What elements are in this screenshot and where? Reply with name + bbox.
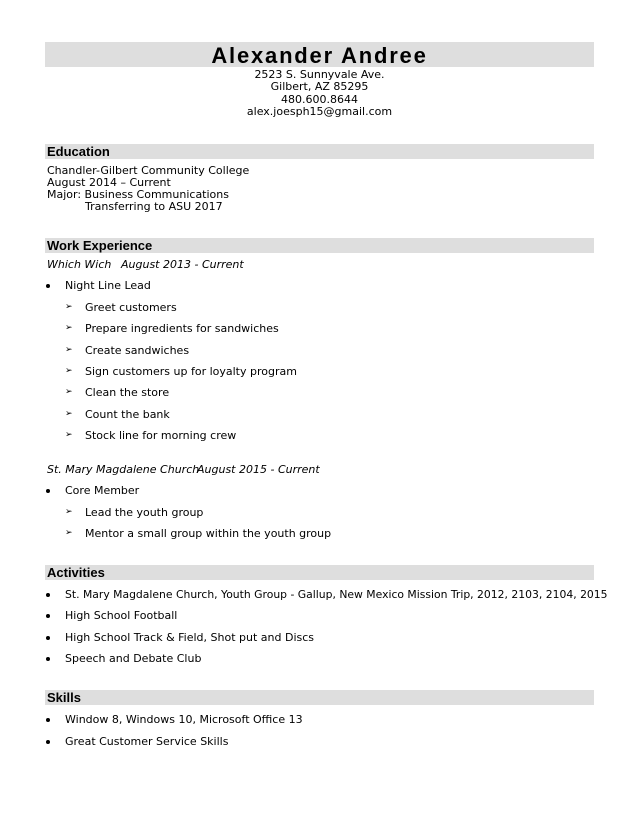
education-line: August 2014 – Current xyxy=(47,176,171,189)
job-duty: Prepare ingredients for sandwiches xyxy=(85,322,279,335)
arrowhead-bullet-icon: ➢ xyxy=(65,409,73,419)
bullet-dot-icon xyxy=(46,718,50,722)
job-dates: August 2015 - Current xyxy=(197,463,320,476)
phone-line: 480.600.8644 xyxy=(281,92,358,106)
job-role: Night Line Lead xyxy=(65,279,151,292)
education-line: Chandler-Gilbert Community College xyxy=(47,164,250,177)
bullet-dot-icon xyxy=(46,614,50,618)
arrowhead-bullet-icon: ➢ xyxy=(65,302,73,312)
section-header-skills: Skills xyxy=(45,690,594,705)
job-duty: Count the bank xyxy=(85,408,170,421)
section-header-work-experience: Work Experience xyxy=(45,238,594,253)
education-line: Major: Business Communications xyxy=(47,188,229,201)
job-duty: Sign customers up for loyalty program xyxy=(85,365,297,378)
bullet-dot-icon xyxy=(46,657,50,661)
arrowhead-bullet-icon: ➢ xyxy=(65,430,73,440)
section-header-activities: Activities xyxy=(45,565,594,580)
address-line: 2523 S. Sunnyvale Ave. xyxy=(254,68,385,81)
activity-item: High School Track & Field, Shot put and Discs xyxy=(65,631,315,644)
activity-item: Speech and Debate Club xyxy=(65,652,202,665)
job-employer: Which Wich xyxy=(47,258,112,271)
bullet-dot-icon xyxy=(46,740,50,744)
job-duty: Create sandwiches xyxy=(85,344,190,357)
arrowhead-bullet-icon: ➢ xyxy=(65,345,73,355)
job-dates: August 2013 - Current xyxy=(121,258,244,271)
education-line: Transferring to ASU 2017 xyxy=(85,200,223,213)
email-line: alex.joesph15@gmail.com xyxy=(246,104,393,118)
bullet-dot-icon xyxy=(46,636,50,640)
arrowhead-bullet-icon: ➢ xyxy=(65,507,73,517)
bullet-dot-icon xyxy=(46,284,50,288)
job-role: Core Member xyxy=(65,484,140,497)
arrowhead-bullet-icon: ➢ xyxy=(65,528,73,538)
applicant-name: Alexander Andree xyxy=(211,43,428,68)
activity-item: St. Mary Magdalene Church, Youth Group - Gallup, New Mexico Mission Trip, 2012, 2103, 2104, 2015 xyxy=(65,588,608,601)
city-line: Gilbert, AZ 85295 xyxy=(270,80,369,94)
job-duty: Greet customers xyxy=(85,301,177,314)
bullet-dot-icon xyxy=(46,593,50,597)
arrowhead-bullet-icon: ➢ xyxy=(65,323,73,333)
job-duty: Stock line for morning crew xyxy=(85,429,237,442)
skill-item: Great Customer Service Skills xyxy=(65,735,229,748)
bullet-dot-icon xyxy=(46,489,50,493)
job-duty: Lead the youth group xyxy=(85,506,204,519)
activity-item: High School Football xyxy=(65,609,178,622)
job-duty: Mentor a small group within the youth group xyxy=(85,527,332,540)
contact-block xyxy=(45,69,594,118)
job-duty: Clean the store xyxy=(85,386,170,399)
skill-item: Window 8, Windows 10, Microsoft Office 13 xyxy=(65,713,303,726)
arrowhead-bullet-icon: ➢ xyxy=(65,387,73,397)
job-employer: St. Mary Magdalene Church xyxy=(47,463,200,476)
section-header-education: Education xyxy=(45,144,594,159)
arrowhead-bullet-icon: ➢ xyxy=(65,366,73,376)
